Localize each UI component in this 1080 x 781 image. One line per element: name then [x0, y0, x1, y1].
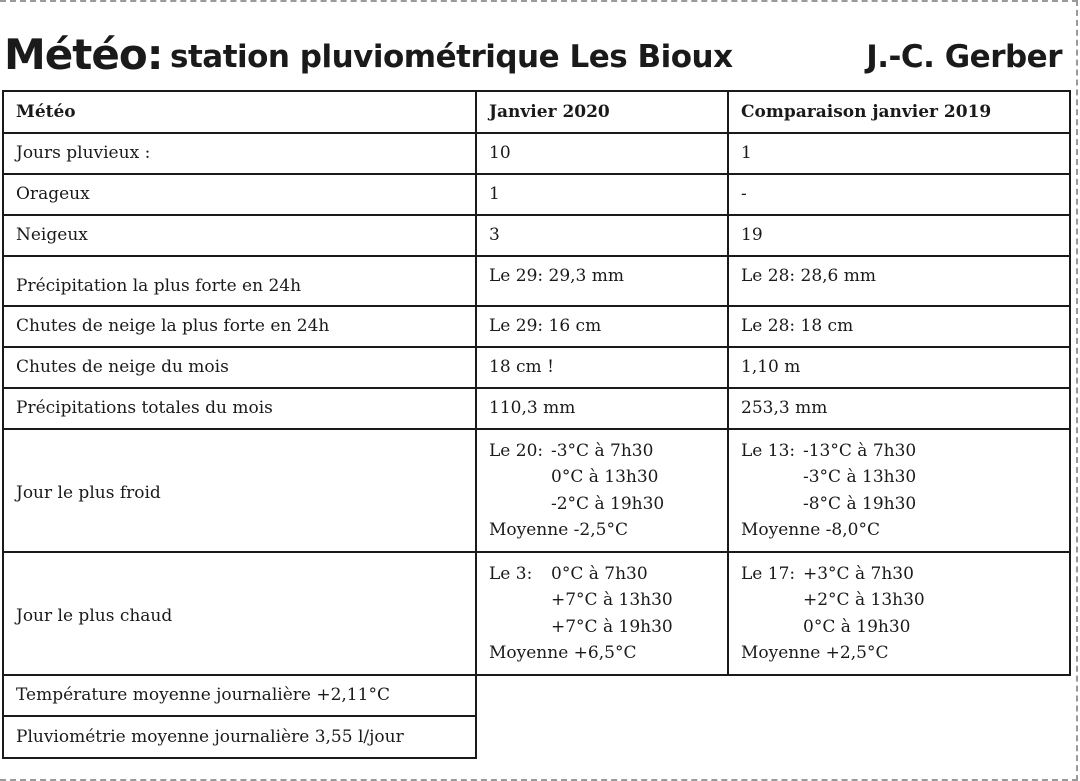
temp-reading: 0°C à 19h30 [803, 616, 911, 637]
cell-jan2020: 110,3 mm [476, 388, 728, 429]
page-subtitle: station pluviométrique Les Bioux [170, 39, 733, 75]
table-row-footer [3, 675, 1070, 716]
row-label: Jour le plus froid [3, 429, 476, 552]
cell-jan2019 [728, 429, 1070, 552]
table-row [3, 306, 1070, 347]
temp-reading: +7°C à 13h30 [551, 590, 673, 610]
table-row [3, 174, 1070, 215]
cell-jan2019: 19 [728, 215, 1070, 256]
temp-reading: +7°C à 19h30 [551, 616, 673, 637]
cell-jan2020 [476, 552, 728, 675]
table-row [3, 215, 1070, 256]
cell-jan2020: 18 cm ! [476, 347, 728, 388]
cell-jan2020 [476, 429, 728, 552]
daily-average-rainfall: Pluviométrie moyenne journalière 3,55 l/jour [3, 716, 476, 758]
cell-jan2020: 10 [476, 133, 728, 174]
row-label: Précipitations totales du mois [3, 388, 476, 429]
cell-jan2020: 1 [476, 174, 728, 215]
table-row [3, 256, 1070, 306]
table-row-warmest [3, 552, 1070, 675]
temp-reading: -3°C à 13h30 [803, 467, 917, 487]
temp-reading: +3°C à 7h30 [803, 563, 914, 584]
table-row-footer [3, 716, 1070, 758]
average-temp: Moyenne +2,5°C [741, 643, 889, 663]
table-row [3, 347, 1070, 388]
cell-jan2020: Le 29: 16 cm [476, 306, 728, 347]
temp-reading: -2°C à 19h30 [551, 493, 665, 514]
header [4, 26, 1064, 86]
row-label: Jour le plus chaud [3, 552, 476, 675]
weather-table [2, 90, 1071, 759]
row-label: Précipitation la plus forte en 24h [3, 256, 476, 306]
cell-jan2019: 253,3 mm [728, 388, 1070, 429]
daily-average-temperature: Température moyenne journalière +2,11°C [3, 675, 476, 716]
column-header-meteo: Météo [3, 91, 476, 133]
cell-jan2020: Le 29: 29,3 mm [476, 256, 728, 306]
day-label: Le 13: [741, 440, 796, 461]
average-temp: Moyenne -2,5°C [489, 520, 628, 540]
row-label: Neigeux [3, 215, 476, 256]
row-label: Orageux [3, 174, 476, 215]
row-label: Jours pluvieux : [3, 133, 476, 174]
cell-jan2019: Le 28: 28,6 mm [728, 256, 1070, 306]
average-temp: Moyenne -8,0°C [741, 520, 880, 540]
temp-reading: 0°C à 7h30 [551, 563, 648, 584]
temp-reading: 0°C à 13h30 [551, 467, 659, 487]
temp-reading: -13°C à 7h30 [803, 440, 917, 461]
cell-jan2019: 1 [728, 133, 1070, 174]
cell-jan2019: - [728, 174, 1070, 215]
temp-reading: +2°C à 13h30 [803, 590, 925, 610]
cell-jan2019 [728, 552, 1070, 675]
column-header-jan2020: Janvier 2020 [476, 91, 728, 133]
table-row [3, 388, 1070, 429]
temp-reading: -8°C à 19h30 [803, 493, 917, 514]
day-label: Le 20: [489, 440, 544, 461]
temp-reading: -3°C à 7h30 [551, 440, 654, 461]
column-header-jan2019: Comparaison janvier 2019 [728, 91, 1070, 133]
average-temp: Moyenne +6,5°C [489, 643, 637, 663]
cell-jan2020: 3 [476, 215, 728, 256]
day-label: Le 3: [489, 563, 533, 584]
cell-jan2019: Le 28: 18 cm [728, 306, 1070, 347]
page-title: Météo: [4, 30, 163, 79]
cell-jan2019: 1,10 m [728, 347, 1070, 388]
row-label: Chutes de neige la plus forte en 24h [3, 306, 476, 347]
table-row [3, 133, 1070, 174]
author: J.-C. Gerber [866, 39, 1062, 75]
row-label: Chutes de neige du mois [3, 347, 476, 388]
day-label: Le 17: [741, 563, 796, 584]
table-row-coldest [3, 429, 1070, 552]
table-header-row [3, 91, 1070, 133]
